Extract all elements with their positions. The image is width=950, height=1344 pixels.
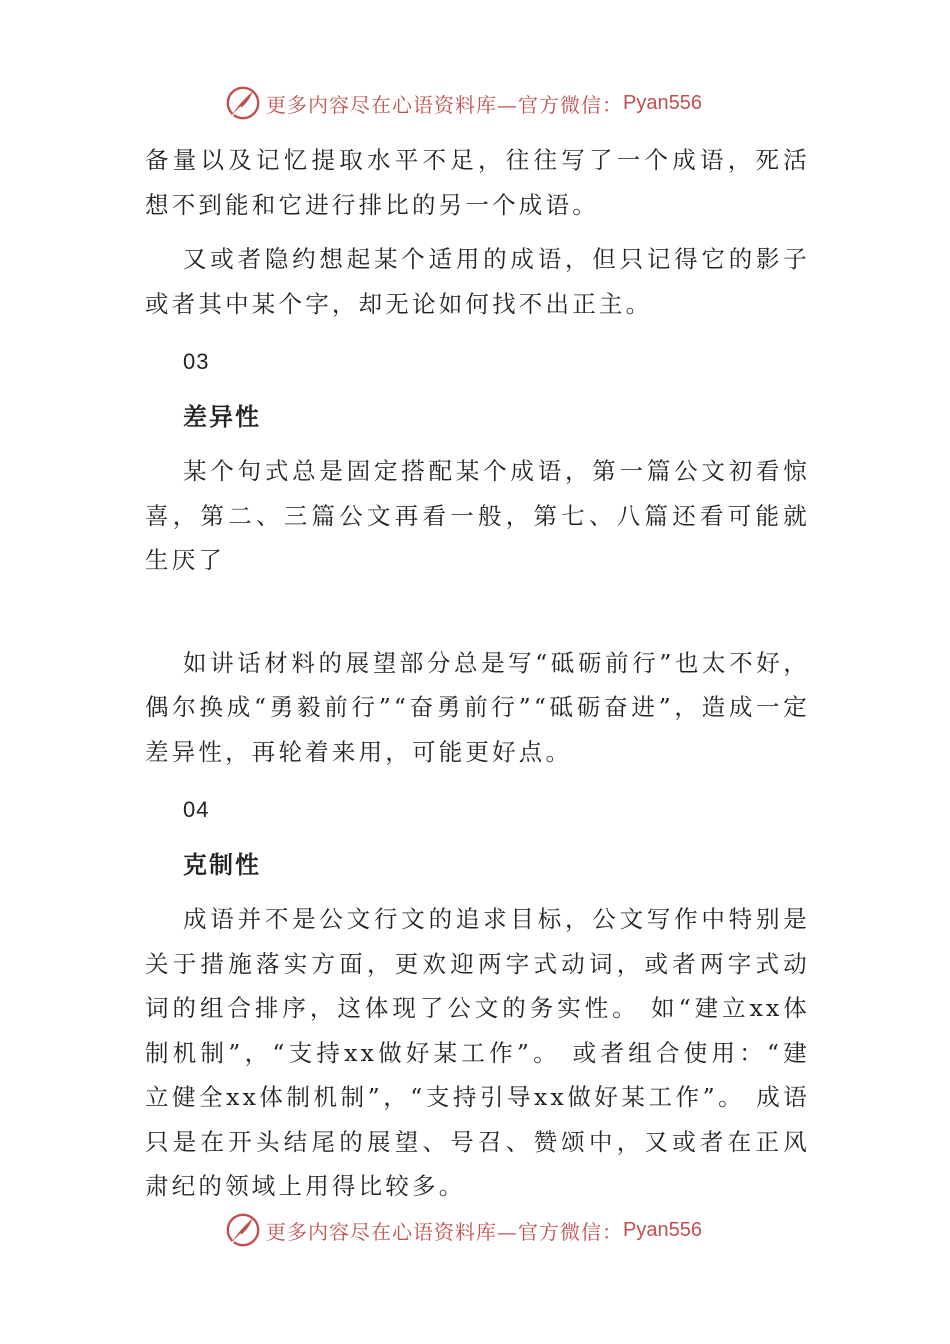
section-number-03: 03 [183,349,210,374]
document-body [145,138,810,1209]
quill-pen-icon [224,84,262,122]
quill-pen-icon [224,1211,262,1249]
banner-wechat-id: Pyan556 [623,91,702,114]
paragraph-4: 如讲话材料的展望部分总是写“砥砺前行”也太不好，偶尔换成“勇毅前行”“奋勇前行”“砥砺奋进”，造成一定差异性，再轮着来用，可能更好点。 [145,648,810,766]
section-title-restraint: 克制性 [183,850,261,879]
paragraph-1: 备量以及记忆提取水平不足，往往写了一个成语，死活想不到能和它进行排比的另一个成语。 [145,146,810,219]
paragraph-2: 又或者隐约想起某个适用的成语，但只记得它的影子或者其中某个字，却无论如何找不出正主。 [145,245,810,318]
header-banner [224,83,702,123]
paragraph-5: 成语并不是公文行文的追求目标，公文写作中特别是关于措施落实方面，更欢迎两字式动词，或者两字式动词的组合排序，这体现了公文的务实性。 如“建立xx体制机制”，“支持xx做好某工作”。 或者组合使用：“建立健全xx体制机制”，“支持引导xx做好某工作”。 成语只是在开头结尾的展望、号召、赞颂中，又或者在正风肃纪的领域上用得比较多。 [145,905,810,1200]
banner-label: 更多内容尽在心语资料库—官方微信： [266,1219,623,1244]
banner-label: 更多内容尽在心语资料库—官方微信： [266,92,623,117]
paragraph-3: 某个句式总是固定搭配某个成语，第一篇公文初看惊喜，第二、三篇公文再看一般，第七、八篇还看可能就生厌了 [145,457,810,574]
section-title-difference: 差异性 [183,402,261,431]
footer-banner [224,1210,702,1250]
section-number-04: 04 [183,797,210,822]
banner-wechat-id: Pyan556 [623,1218,702,1241]
